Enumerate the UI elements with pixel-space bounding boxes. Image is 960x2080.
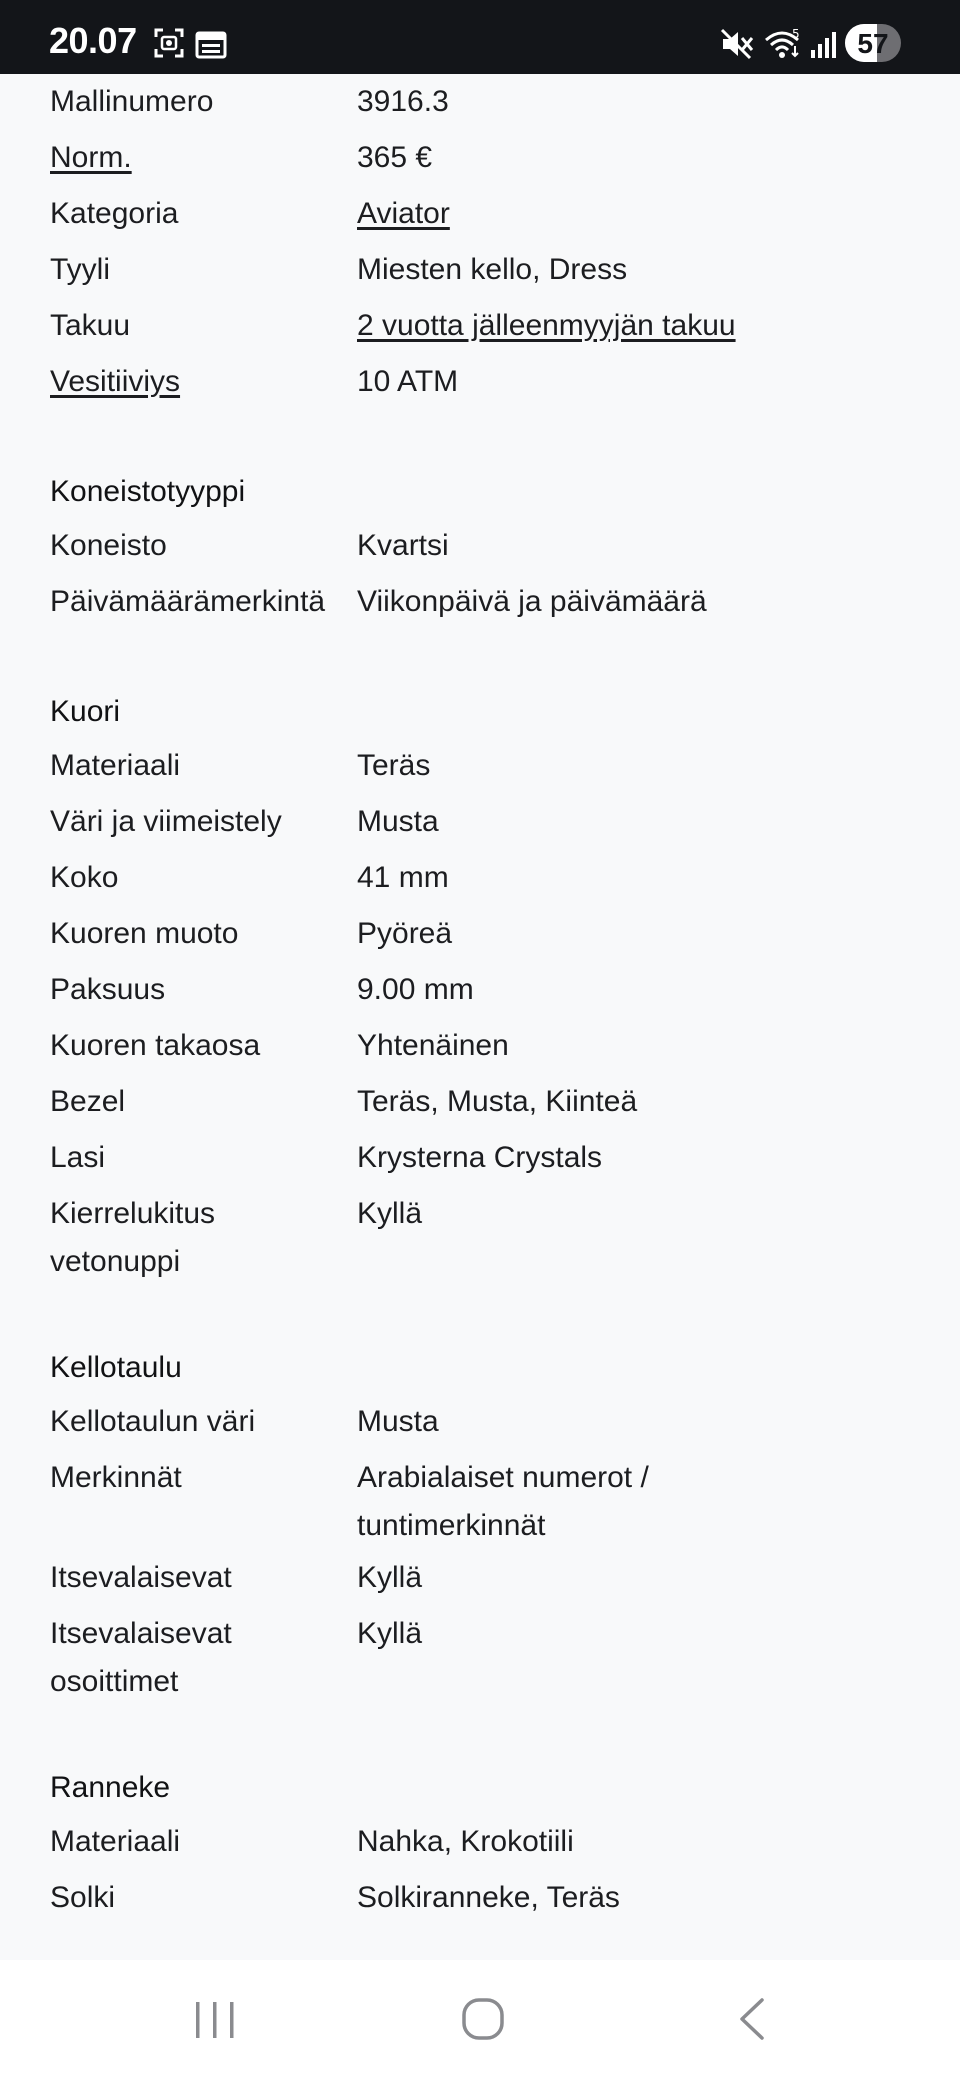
spec-row bbox=[50, 794, 960, 850]
spec-row bbox=[50, 1074, 960, 1130]
navigation-bar bbox=[0, 1960, 960, 2080]
calendar-icon bbox=[195, 29, 227, 64]
back-icon[interactable] bbox=[734, 1996, 770, 2047]
recent-apps-icon[interactable] bbox=[190, 1998, 240, 2047]
spec-section-dial bbox=[0, 1342, 960, 1706]
spec-value: Musta bbox=[357, 1405, 439, 1438]
spec-label: Merkinnät bbox=[50, 1461, 182, 1494]
home-icon[interactable] bbox=[460, 1996, 506, 2047]
spec-label: Materiaali bbox=[50, 1825, 181, 1858]
spec-label: Kategoria bbox=[50, 197, 179, 230]
screenshot-icon bbox=[153, 27, 185, 64]
signal-icon bbox=[809, 30, 837, 65]
spec-value: 10 ATM bbox=[357, 365, 459, 398]
spec-row bbox=[50, 1018, 960, 1074]
spec-row-style bbox=[50, 242, 960, 298]
spec-row bbox=[50, 1186, 960, 1286]
spec-value: Nahka, Krokotiili bbox=[357, 1825, 574, 1858]
spec-label: Kierrelukitus vetonuppi bbox=[50, 1197, 216, 1278]
spec-row bbox=[50, 1814, 960, 1870]
section-title: Kuori bbox=[50, 695, 121, 728]
spec-label: Kellotaulun väri bbox=[50, 1405, 256, 1438]
spec-value: Solkiranneke, Teräs bbox=[357, 1881, 620, 1914]
mute-icon bbox=[720, 28, 754, 65]
battery-level: 57 bbox=[857, 28, 889, 59]
spec-value: Yhtenäinen bbox=[357, 1029, 509, 1062]
spec-label: Mallinumero bbox=[50, 85, 214, 118]
spec-row-warranty bbox=[50, 298, 960, 354]
status-time: 20.07 bbox=[49, 20, 137, 61]
spec-value: 365 € bbox=[357, 141, 433, 174]
water-resistance-link[interactable]: Vesitiiviys bbox=[50, 365, 181, 398]
spec-row bbox=[50, 518, 960, 574]
spec-value: Kyllä bbox=[357, 1197, 423, 1230]
spec-row bbox=[50, 906, 960, 962]
spec-row bbox=[50, 1450, 960, 1550]
spec-row bbox=[50, 1550, 960, 1606]
spec-value: Teräs, Musta, Kiinteä bbox=[357, 1085, 638, 1118]
spec-row-category bbox=[50, 186, 960, 242]
battery-indicator bbox=[845, 24, 901, 62]
spec-row bbox=[50, 1606, 960, 1706]
category-link[interactable]: Aviator bbox=[357, 197, 450, 230]
spec-row bbox=[50, 1870, 960, 1926]
status-bar bbox=[0, 0, 960, 74]
spec-label: Koko bbox=[50, 861, 119, 894]
spec-label: Lasi bbox=[50, 1141, 106, 1174]
spec-row bbox=[50, 1394, 960, 1450]
spec-label: Koneisto bbox=[50, 529, 167, 562]
section-title: Kellotaulu bbox=[50, 1351, 182, 1384]
spec-section-general bbox=[0, 74, 960, 410]
spec-label: Solki bbox=[50, 1881, 116, 1914]
section-title: Koneistotyyppi bbox=[50, 475, 246, 508]
spec-value: Kyllä bbox=[357, 1617, 423, 1650]
spec-value: Viikonpäivä ja päivämäärä bbox=[357, 585, 707, 618]
spec-label: Bezel bbox=[50, 1085, 126, 1118]
spec-label: Materiaali bbox=[50, 749, 181, 782]
spec-row-price bbox=[50, 130, 960, 186]
spec-value: 3916.3 bbox=[357, 85, 449, 118]
spec-row bbox=[50, 1130, 960, 1186]
spec-value: 41 mm bbox=[357, 861, 449, 894]
spec-section-case bbox=[0, 686, 960, 1286]
spec-value: 9.00 mm bbox=[357, 973, 474, 1006]
spec-section-movement bbox=[0, 466, 960, 630]
wifi-icon bbox=[764, 26, 804, 65]
spec-label: Paksuus bbox=[50, 973, 166, 1006]
spec-value: Teräs bbox=[357, 749, 431, 782]
section-title: Ranneke bbox=[50, 1771, 171, 1804]
spec-value: Kvartsi bbox=[357, 529, 449, 562]
warranty-link[interactable]: 2 vuotta jälleenmyyjän takuu bbox=[357, 309, 736, 342]
spec-row-model-number bbox=[50, 74, 960, 130]
spec-value: Miesten kello, Dress bbox=[357, 253, 628, 286]
spec-row bbox=[50, 962, 960, 1018]
norm-price-link[interactable]: Norm. bbox=[50, 141, 132, 174]
spec-label: Kuoren muoto bbox=[50, 917, 239, 950]
spec-value: Musta bbox=[357, 805, 439, 838]
spec-row bbox=[50, 574, 960, 630]
spec-value: Arabialaiset numerot / tuntimerkinnät bbox=[357, 1461, 649, 1542]
spec-label: Takuu bbox=[50, 309, 131, 342]
spec-label: Itsevalaisevat bbox=[50, 1561, 232, 1594]
spec-row bbox=[50, 738, 960, 794]
spec-value: Krysterna Crystals bbox=[357, 1141, 603, 1174]
svg-text:5: 5 bbox=[792, 27, 800, 41]
spec-label: Tyyli bbox=[50, 253, 110, 286]
spec-section-strap bbox=[0, 1762, 960, 1926]
spec-row bbox=[50, 850, 960, 906]
specifications-content[interactable] bbox=[0, 74, 960, 1960]
spec-label: Kuoren takaosa bbox=[50, 1029, 261, 1062]
spec-label: Päivämäärämerkintä bbox=[50, 585, 326, 618]
spec-value: Kyllä bbox=[357, 1561, 423, 1594]
spec-label: Väri ja viimeistely bbox=[50, 805, 282, 838]
spec-label: Itsevalaisevat osoittimet bbox=[50, 1617, 232, 1698]
spec-value: Pyöreä bbox=[357, 917, 453, 950]
spec-row-water-resistance bbox=[50, 354, 960, 410]
